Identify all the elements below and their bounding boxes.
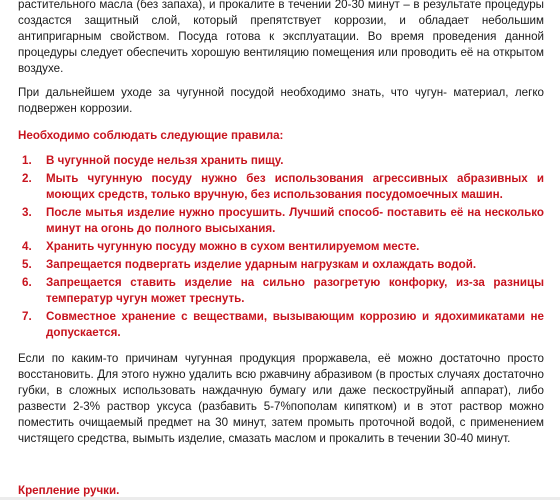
rust-restoration-paragraph: Если по каким-то причинам чугунная продукция проржавела, её можно достаточно просто восстановить. Для этого нужно удалить всю ржавчину абразивом (в простых случаях достаточно губки, в сложных использовать наждачную бумагу или даже пескоструйный аппарат), либо развести 2-3% раствор уксуса (разбавить 5-7%пополам кипятком) и в этот раствор можно поместить очищаемый предмет на 30 минут, затем промыть проточной водой, с применением чистящего средства, вымыть изделие, смазать маслом и прокалить в течении 30-40 минут.	[18, 352, 544, 445]
rule-item: 7. Совместное хранение с веществами, вызывающим коррозию и ядохимикатами не допускается.	[22, 310, 544, 339]
rule-item: 6. Запрещается ставить изделие на сильно разогретую конфорку, из-за разницы температур чугун может треснуть.	[22, 276, 544, 305]
intro-paragraph: растительного масла (без запаха), и прокалите в течении 20-30 минут – в результате процедуры создастся защитный слой, который препятствует коррозии, и обладает небольшим антипригарным свойством. Посуда готова к эксплуатации. Во время проведения данной процедуры следует обеспечить хорошую вентиляцию помещения или проводить её на открытом воздухе.	[18, 0, 544, 75]
rule-item: 5. Запрещается подвергать изделие ударным нагрузкам и охлаждать водой.	[22, 258, 477, 271]
document-body	[18, 0, 544, 447]
rule-item: 1. В чугунной посуде нельзя хранить пищу.	[22, 154, 284, 167]
rules-heading: Необходимо соблюдать следующие правила:	[18, 129, 284, 142]
care-paragraph: При дальнейшем уходе за чугунной посудой необходимо знать, что чугун- материал, легко подвержен коррозии.	[18, 86, 544, 115]
rule-item: 2. Мыть чугунную посуду нужно без использования агрессивных абразивных и моющих средств, только вручную, без использования посудомоечных машин.	[22, 172, 544, 201]
rules-list	[18, 153, 544, 341]
rule-item: 3. После мытья изделие нужно просушить. Лучший способ- поставить её на несколько минут на огонь до полного высыхания.	[22, 206, 544, 235]
handle-mount-heading: Крепление ручки.	[18, 484, 120, 497]
rule-item: 4. Хранить чугунную посуду можно в сухом вентилируемом месте.	[22, 240, 420, 253]
